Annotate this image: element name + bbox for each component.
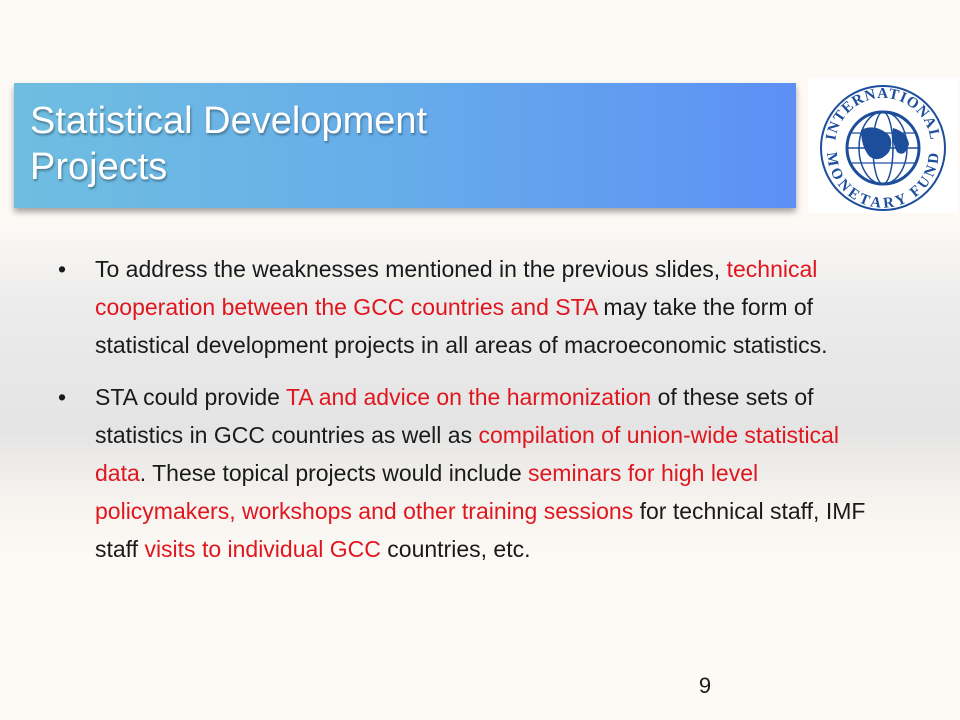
body-text: STA could provide bbox=[95, 384, 286, 410]
page-number: 9 bbox=[698, 673, 712, 698]
body-text: for technical staff, IMF staff bbox=[95, 498, 866, 562]
imf-logo bbox=[808, 78, 958, 213]
emphasized-text: TA and advice on the harmonization bbox=[285, 384, 652, 410]
emphasized-text: visits to individual GCC bbox=[144, 536, 381, 562]
body-text: . These topical projects would include bbox=[139, 460, 529, 486]
body-text: countries, etc. bbox=[380, 536, 531, 562]
logo-text-bottom: MONETARY FUND bbox=[822, 151, 943, 212]
imf-seal-icon bbox=[813, 78, 953, 213]
emphasized-text: seminars for high level policymakers, workshops and other training sessions bbox=[95, 460, 759, 524]
bullet-item bbox=[58, 378, 888, 568]
logo-text-top: INTERNATIONAL bbox=[823, 85, 943, 142]
body-text: of these sets of statistics in GCC countries as well as bbox=[95, 384, 814, 448]
bullet-list bbox=[58, 250, 888, 582]
emphasized-text: compilation of union-wide statistical data bbox=[95, 422, 839, 486]
bullet-dot-icon: • bbox=[58, 256, 67, 282]
body-text: To address the weaknesses mentioned in the previous slides, bbox=[95, 256, 727, 282]
bullet-item bbox=[58, 250, 888, 364]
emphasized-text: technical cooperation between the GCC countries and STA bbox=[95, 256, 818, 320]
slide-title-line-2: Projects bbox=[30, 146, 168, 188]
slide-title bbox=[30, 98, 730, 190]
bullet-dot-icon: • bbox=[58, 384, 67, 410]
slide-title-line-1: Statistical Development bbox=[30, 100, 428, 142]
body-text: may take the form of statistical development projects in all areas of macroeconomic statistics. bbox=[95, 294, 828, 358]
